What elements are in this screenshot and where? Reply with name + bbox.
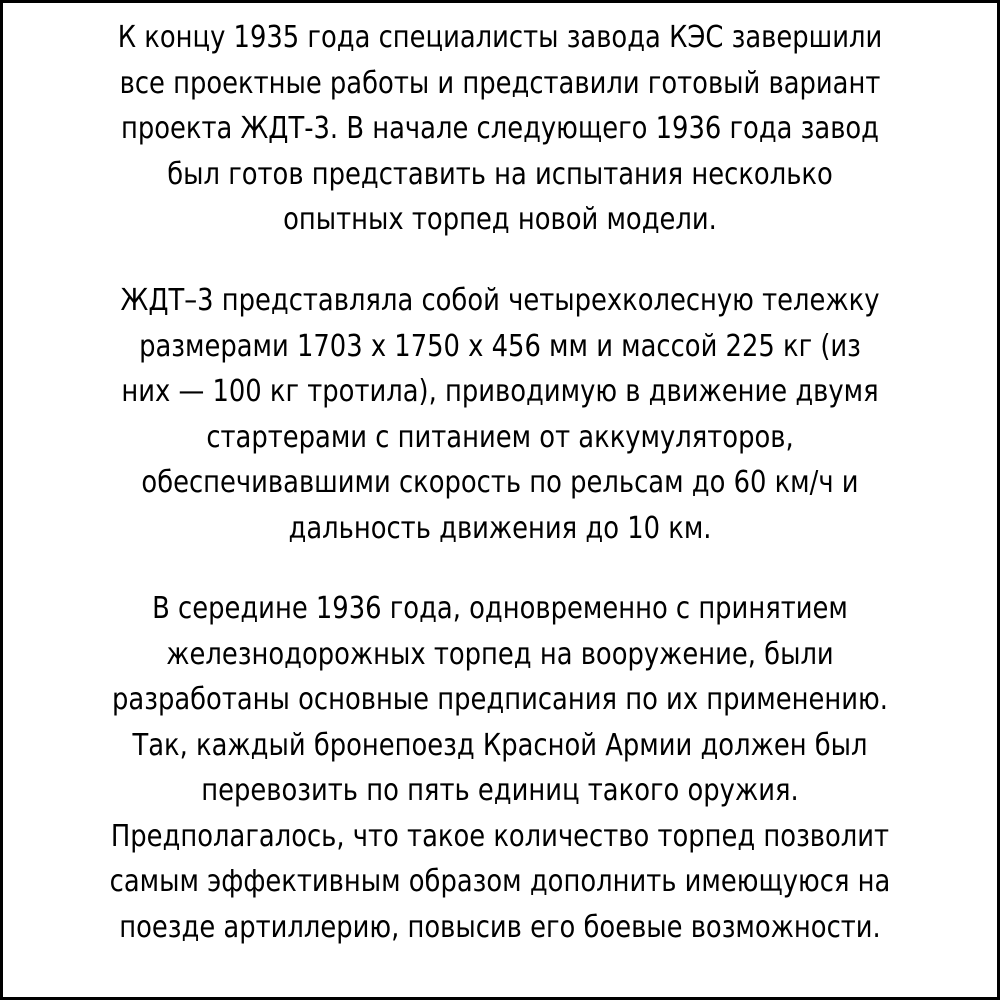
text-line: ЖДТ–3 представляла собой четырехколесную тележку	[120, 283, 880, 318]
text-line: все проектные работы и представили готовый вариант	[119, 65, 881, 101]
text-line: самым эффективным образом дополнить имеющуюся на	[109, 864, 891, 899]
text-line: дальность движения до 10 км.	[288, 510, 712, 546]
text-line: опытных торпед новой модели.	[283, 202, 717, 237]
text-line: размерами 1703 х 1750 х 456 мм и массой 225 кг (из	[139, 328, 861, 364]
text-line: проекта ЖДТ-3. В начале следующего 1936 года завод	[120, 111, 880, 146]
paragraph-zhdt3-specifications	[3, 278, 997, 551]
paragraph-zhdt3-project-completion	[3, 15, 997, 243]
text-line: обеспечивавшими скорость по рельсам до 60 км/ч и	[141, 465, 859, 500]
text-line: стартерами с питанием от аккумуляторов,	[206, 419, 794, 455]
paragraph-zhdt3-deployment	[3, 586, 997, 950]
text-line: перевозить по пять единиц такого оружия.	[201, 773, 799, 808]
text-line: железнодорожных торпед на вооружение, были	[166, 636, 834, 672]
text-line: разработаны основные предписания по их применению.	[112, 682, 888, 717]
text-line: поезде артиллерию, повысив его боевые возможности.	[119, 909, 881, 945]
text-line: В середине 1936 года, одновременно с принятием	[152, 591, 848, 626]
text-line: К концу 1935 года специалисты завода КЭС завершили	[117, 20, 883, 55]
text-line: был готов представить на испытания несколько	[167, 156, 833, 192]
text-line: Так, каждый бронепоезд Красной Армии должен был	[132, 727, 868, 763]
text-line: них — 100 кг тротила), приводимую в движение двумя	[121, 374, 879, 409]
document-page	[3, 3, 997, 997]
text-line: Предполагалось, что такое количество торпед позволит	[110, 818, 890, 854]
